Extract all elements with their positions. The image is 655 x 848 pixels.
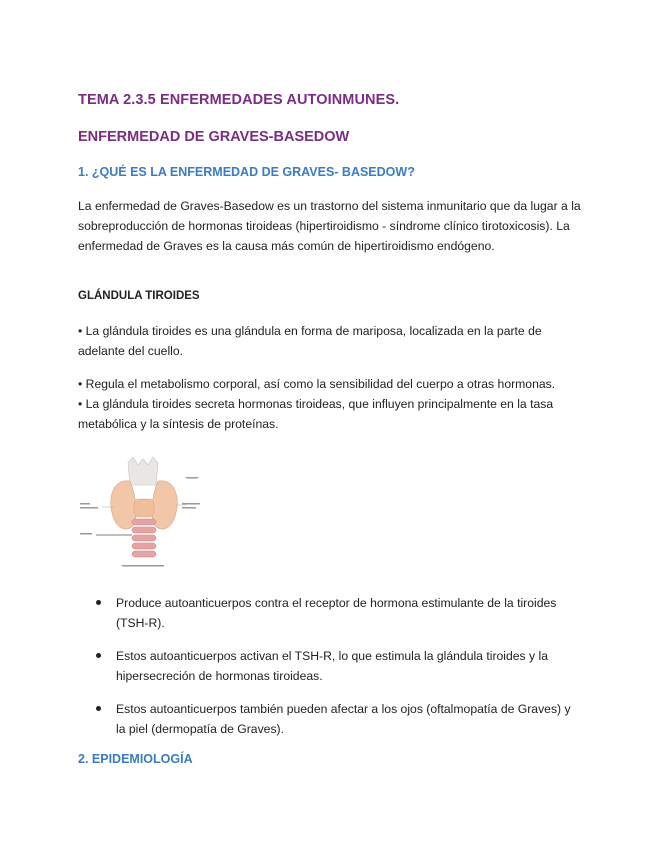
section-1-heading: 1. ¿QUÉ ES LA ENFERMEDAD DE GRAVES- BASEDOW?: [78, 165, 415, 179]
thyroid-bullet-2: • Regula el metabolismo corporal, así como la sensibilidad del cuerpo a otras hormonas.: [78, 377, 556, 391]
bullet-dot: [96, 653, 101, 658]
list-item-text: Estos autoanticuerpos también pueden afectar a los ojos (oftalmopatía de Graves) y la piel (dermopatía de Graves).: [116, 702, 571, 736]
document-subtitle: ENFERMEDAD DE GRAVES-BASEDOW: [78, 129, 350, 145]
bullet-dot: [96, 600, 101, 605]
thyroid-bullet-3: • La glándula tiroides secreta hormonas tiroideas, que influyen principalmente en la tasa metabólica y la síntesis de proteínas.: [78, 397, 554, 431]
document-title: TEMA 2.3.5 ENFERMEDADES AUTOINMUNES.: [78, 92, 400, 108]
section-2-heading: 2. EPIDEMIOLOGÍA: [78, 752, 193, 766]
thyroid-bullet-1: • La glándula tiroides es una glándula en forma de mariposa, localizada en la parte de adelante del cuello.: [78, 324, 542, 358]
list-item-text: Produce autoanticuerpos contra el receptor de hormona estimulante de la tiroides (TSH-R).: [116, 596, 557, 630]
thyroid-subheading: GLÁNDULA TIROIDES: [78, 290, 200, 302]
list-item-text: Estos autoanticuerpos activan el TSH-R, lo que estimula la glándula tiroides y la hipersecreción de hormonas tiroideas.: [116, 649, 548, 683]
intro-paragraph: La enfermedad de Graves-Basedow es un trastorno del sistema inmunitario que da lugar a la sobreproducción de hormonas tiroideas (hipertiroidismo - síndrome clínico tirotoxicosis). La enfermedad de Graves es la causa más común de hipertiroidismo endógeno.: [78, 199, 581, 253]
thyroid-gland-illustration: [78, 455, 208, 573]
bullet-dot: [96, 706, 101, 711]
